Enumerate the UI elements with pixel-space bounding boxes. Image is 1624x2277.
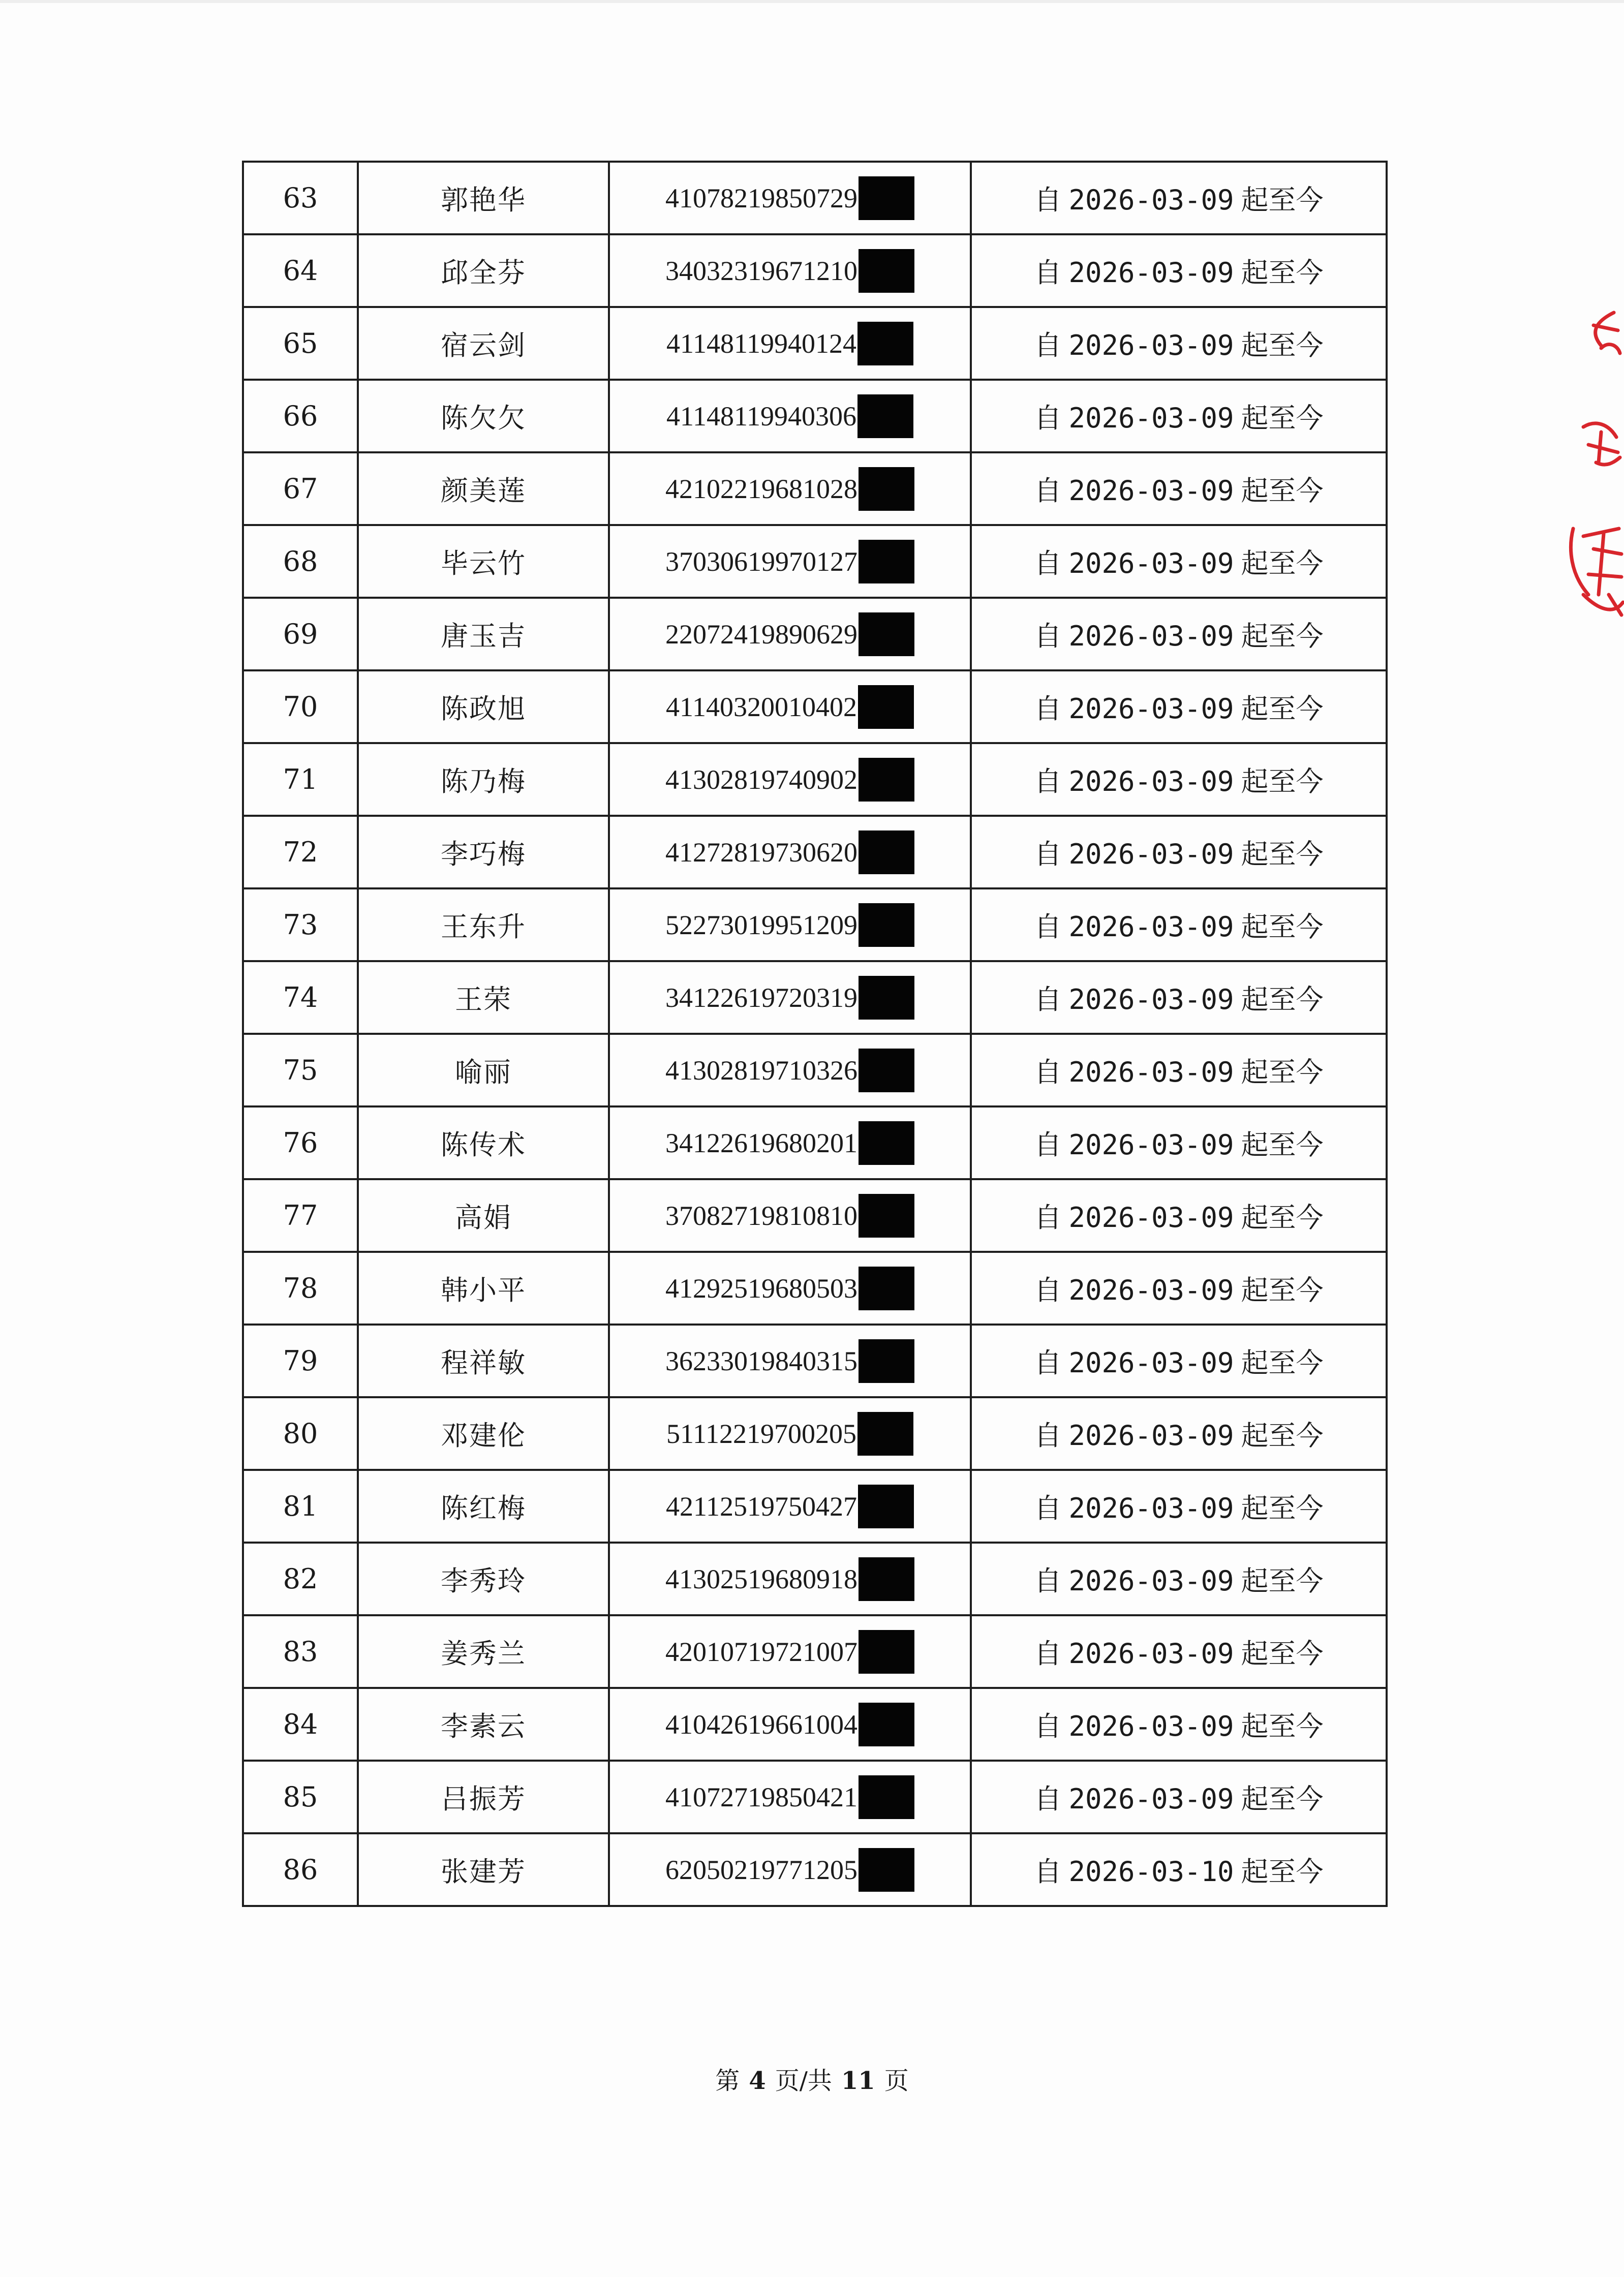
name-cell: 王东升 — [358, 888, 609, 961]
date-range-cell — [971, 1688, 1387, 1761]
start-date: 2026-03-09 — [1068, 1638, 1234, 1670]
date-suffix: 起至今 — [1241, 1783, 1324, 1815]
redaction-bar — [859, 1121, 914, 1165]
name-cell: 邱全芬 — [358, 234, 609, 307]
id-number — [665, 612, 914, 656]
table-row — [243, 234, 1387, 307]
id-number-cell — [609, 598, 971, 670]
id-number — [666, 322, 913, 365]
date-prefix: 自 — [1034, 765, 1062, 797]
name-cell: 毕云竹 — [358, 525, 609, 598]
start-date: 2026-03-09 — [1068, 1710, 1234, 1742]
table-row — [243, 598, 1387, 670]
id-number-visible-digits: 52273019951209 — [665, 909, 857, 940]
redaction-bar — [858, 685, 914, 729]
date-range-cell — [971, 1325, 1387, 1397]
table-row — [243, 743, 1387, 816]
date-suffix: 起至今 — [1241, 1638, 1324, 1670]
redaction-bar — [859, 976, 914, 1020]
id-number-visible-digits: 41148119940306 — [666, 401, 856, 432]
date-range-cell — [971, 1034, 1387, 1106]
date-prefix: 自 — [1034, 693, 1062, 725]
name-cell: 高娟 — [358, 1179, 609, 1252]
date-range-cell — [971, 816, 1387, 888]
redaction-bar — [858, 1485, 914, 1528]
start-date: 2026-03-09 — [1068, 1056, 1234, 1088]
start-date: 2026-03-09 — [1068, 1274, 1234, 1306]
table-row — [243, 452, 1387, 525]
id-number — [665, 1630, 914, 1674]
date-prefix: 自 — [1034, 620, 1062, 652]
date-prefix: 自 — [1034, 1129, 1062, 1161]
date-suffix: 起至今 — [1241, 257, 1324, 289]
start-date: 2026-03-09 — [1068, 911, 1234, 943]
page-total: 11 — [841, 2067, 875, 2095]
date-suffix: 起至今 — [1241, 1420, 1324, 1452]
id-number — [665, 1557, 914, 1601]
id-number — [665, 1339, 914, 1383]
table-row — [243, 307, 1387, 380]
id-number-visible-digits: 41302819740902 — [665, 764, 857, 795]
id-number-visible-digits: 37082719810810 — [665, 1200, 857, 1231]
id-number — [666, 394, 913, 438]
date-suffix: 起至今 — [1241, 475, 1324, 507]
date-suffix: 起至今 — [1241, 765, 1324, 797]
row-number-cell: 74 — [243, 961, 358, 1034]
id-number-cell — [609, 1470, 971, 1543]
row-number-cell: 64 — [243, 234, 358, 307]
start-date: 2026-03-09 — [1068, 1565, 1234, 1597]
start-date: 2026-03-09 — [1068, 765, 1234, 797]
table-row — [243, 1034, 1387, 1106]
date-range-cell — [971, 598, 1387, 670]
id-number — [666, 1412, 913, 1456]
page-edge — [0, 0, 1624, 3]
redaction-bar — [859, 540, 914, 583]
row-number-cell: 66 — [243, 380, 358, 452]
id-number-visible-digits: 34122619680201 — [665, 1127, 857, 1158]
id-number-cell — [609, 1325, 971, 1397]
table-row — [243, 1325, 1387, 1397]
id-number — [665, 976, 914, 1020]
name-cell: 张建芳 — [358, 1833, 609, 1906]
id-number-cell — [609, 380, 971, 452]
id-number — [665, 1267, 914, 1310]
start-date: 2026-03-09 — [1068, 838, 1234, 870]
date-prefix: 自 — [1034, 1856, 1062, 1888]
id-number-cell — [609, 452, 971, 525]
date-prefix: 自 — [1034, 184, 1062, 216]
date-prefix: 自 — [1034, 1783, 1062, 1815]
date-range-cell — [971, 162, 1387, 234]
date-range-cell — [971, 961, 1387, 1034]
id-number — [665, 1848, 914, 1892]
row-number-cell: 79 — [243, 1325, 358, 1397]
start-date: 2026-03-09 — [1068, 184, 1234, 216]
start-date: 2026-03-09 — [1068, 1420, 1234, 1452]
redaction-bar — [859, 1267, 914, 1310]
date-prefix: 自 — [1034, 1056, 1062, 1088]
id-number-visible-digits: 41272819730620 — [665, 837, 857, 868]
date-prefix: 自 — [1034, 1492, 1062, 1524]
roster-table — [242, 161, 1388, 1907]
redaction-bar — [859, 1557, 914, 1601]
date-prefix: 自 — [1034, 475, 1062, 507]
row-number-cell: 63 — [243, 162, 358, 234]
table-row — [243, 1543, 1387, 1615]
start-date: 2026-03-09 — [1068, 475, 1234, 507]
name-cell: 陈乃梅 — [358, 743, 609, 816]
redaction-bar — [859, 1630, 914, 1674]
name-cell: 程祥敏 — [358, 1325, 609, 1397]
table-row — [243, 1106, 1387, 1179]
row-number-cell: 70 — [243, 670, 358, 743]
date-suffix: 起至今 — [1241, 911, 1324, 943]
date-suffix: 起至今 — [1241, 1202, 1324, 1234]
id-number-cell — [609, 816, 971, 888]
date-prefix: 自 — [1034, 257, 1062, 289]
date-range-cell — [971, 1470, 1387, 1543]
date-suffix: 起至今 — [1241, 1274, 1324, 1306]
id-number-visible-digits: 41072719850421 — [665, 1781, 857, 1812]
id-number-cell — [609, 1543, 971, 1615]
row-number-cell: 83 — [243, 1615, 358, 1688]
table-row — [243, 1761, 1387, 1833]
name-cell: 王荣 — [358, 961, 609, 1034]
roster-table-body — [243, 162, 1387, 1906]
date-suffix: 起至今 — [1241, 1565, 1324, 1597]
id-number-cell — [609, 1106, 971, 1179]
row-number-cell: 65 — [243, 307, 358, 380]
start-date: 2026-03-09 — [1068, 402, 1234, 434]
row-number-cell: 72 — [243, 816, 358, 888]
table-row — [243, 888, 1387, 961]
row-number-cell: 69 — [243, 598, 358, 670]
redaction-bar — [859, 1848, 914, 1892]
page-prefix: 第 — [715, 2067, 740, 2095]
row-number-cell: 84 — [243, 1688, 358, 1761]
start-date: 2026-03-09 — [1068, 693, 1234, 725]
id-number-visible-digits: 41292519680503 — [665, 1273, 857, 1304]
date-range-cell — [971, 670, 1387, 743]
page-middle: 页/共 — [775, 2067, 832, 2095]
name-cell: 陈欠欠 — [358, 380, 609, 452]
date-prefix: 自 — [1034, 1638, 1062, 1670]
start-date: 2026-03-09 — [1068, 1783, 1234, 1815]
name-cell: 李秀玲 — [358, 1543, 609, 1615]
date-suffix: 起至今 — [1241, 1710, 1324, 1742]
id-number — [665, 249, 914, 293]
date-prefix: 自 — [1034, 1565, 1062, 1597]
redaction-bar — [859, 612, 914, 656]
id-number-visible-digits: 62050219771205 — [665, 1854, 857, 1885]
redaction-bar — [859, 830, 914, 874]
name-cell: 宿云剑 — [358, 307, 609, 380]
start-date: 2026-03-09 — [1068, 547, 1234, 579]
start-date: 2026-03-09 — [1068, 620, 1234, 652]
row-number-cell: 67 — [243, 452, 358, 525]
id-number-cell — [609, 525, 971, 598]
id-number — [665, 1121, 914, 1165]
id-number — [665, 1049, 914, 1092]
id-number-cell — [609, 888, 971, 961]
date-suffix: 起至今 — [1241, 1347, 1324, 1379]
date-suffix: 起至今 — [1241, 1056, 1324, 1088]
name-cell: 姜秀兰 — [358, 1615, 609, 1688]
date-suffix: 起至今 — [1241, 838, 1324, 870]
name-cell: 陈红梅 — [358, 1470, 609, 1543]
table-row — [243, 1615, 1387, 1688]
redaction-bar — [859, 176, 914, 220]
id-number-cell — [609, 1252, 971, 1325]
date-range-cell — [971, 1179, 1387, 1252]
date-prefix: 自 — [1034, 983, 1062, 1016]
id-number-visible-digits: 41302519680918 — [665, 1563, 857, 1594]
date-suffix: 起至今 — [1241, 693, 1324, 725]
name-cell: 李素云 — [358, 1688, 609, 1761]
id-number-cell — [609, 1615, 971, 1688]
redaction-bar — [859, 467, 914, 511]
date-prefix: 自 — [1034, 547, 1062, 579]
date-range-cell — [971, 1833, 1387, 1906]
name-cell: 唐玉吉 — [358, 598, 609, 670]
id-number-visible-digits: 41042619661004 — [665, 1709, 857, 1740]
redaction-bar — [859, 1194, 914, 1238]
start-date: 2026-03-09 — [1068, 329, 1234, 361]
date-range-cell — [971, 234, 1387, 307]
date-prefix: 自 — [1034, 1347, 1062, 1379]
date-range-cell — [971, 307, 1387, 380]
id-number — [665, 540, 914, 583]
start-date: 2026-03-09 — [1068, 983, 1234, 1016]
date-range-cell — [971, 525, 1387, 598]
table-row — [243, 961, 1387, 1034]
id-number — [665, 758, 914, 802]
row-number-cell: 78 — [243, 1252, 358, 1325]
id-number — [665, 1194, 914, 1238]
date-range-cell — [971, 452, 1387, 525]
page-current: 4 — [749, 2067, 766, 2095]
id-number — [666, 685, 914, 729]
table-row — [243, 670, 1387, 743]
id-number-cell — [609, 1397, 971, 1470]
id-number — [665, 903, 914, 947]
name-cell: 邓建伦 — [358, 1397, 609, 1470]
name-cell: 郭艳华 — [358, 162, 609, 234]
start-date: 2026-03-09 — [1068, 1347, 1234, 1379]
date-suffix: 起至今 — [1241, 184, 1324, 216]
date-prefix: 自 — [1034, 329, 1062, 361]
start-date: 2026-03-09 — [1068, 1492, 1234, 1524]
redaction-bar — [859, 1703, 914, 1746]
date-range-cell — [971, 1761, 1387, 1833]
name-cell: 李巧梅 — [358, 816, 609, 888]
date-prefix: 自 — [1034, 911, 1062, 943]
date-range-cell — [971, 1543, 1387, 1615]
id-number — [665, 830, 914, 874]
redaction-bar — [857, 322, 913, 365]
redaction-bar — [859, 1049, 914, 1092]
id-number — [666, 1485, 914, 1528]
id-number-visible-digits: 34122619720319 — [665, 982, 857, 1013]
id-number-cell — [609, 307, 971, 380]
id-number-visible-digits: 36233019840315 — [665, 1345, 857, 1376]
id-number-visible-digits: 42112519750427 — [666, 1491, 857, 1522]
name-cell: 喻丽 — [358, 1034, 609, 1106]
id-number-visible-digits: 34032319671210 — [665, 255, 857, 286]
id-number-cell — [609, 1688, 971, 1761]
date-prefix: 自 — [1034, 1202, 1062, 1234]
id-number-visible-digits: 41140320010402 — [666, 691, 857, 722]
redaction-bar — [859, 1339, 914, 1383]
date-range-cell — [971, 1615, 1387, 1688]
page-suffix: 页 — [884, 2067, 909, 2095]
table-row — [243, 1833, 1387, 1906]
id-number-cell — [609, 743, 971, 816]
id-number-visible-digits: 41302819710326 — [665, 1055, 857, 1086]
date-suffix: 起至今 — [1241, 402, 1324, 434]
table-row — [243, 1179, 1387, 1252]
start-date: 2026-03-10 — [1068, 1856, 1234, 1888]
row-number-cell: 73 — [243, 888, 358, 961]
date-suffix: 起至今 — [1241, 329, 1324, 361]
row-number-cell: 80 — [243, 1397, 358, 1470]
id-number-cell — [609, 162, 971, 234]
table-row — [243, 1252, 1387, 1325]
table-row — [243, 162, 1387, 234]
id-number-visible-digits: 41078219850729 — [665, 182, 857, 213]
id-number-visible-digits: 51112219700205 — [666, 1418, 856, 1449]
name-cell: 颜美莲 — [358, 452, 609, 525]
red-seal-stamp-fragment — [1553, 310, 1624, 635]
date-range-cell — [971, 1397, 1387, 1470]
id-number-cell — [609, 1034, 971, 1106]
id-number-visible-digits: 22072419890629 — [665, 619, 857, 650]
table-row — [243, 525, 1387, 598]
table-row — [243, 1470, 1387, 1543]
table-row — [243, 380, 1387, 452]
date-suffix: 起至今 — [1241, 1129, 1324, 1161]
date-range-cell — [971, 743, 1387, 816]
name-cell: 陈传术 — [358, 1106, 609, 1179]
table-row — [243, 1397, 1387, 1470]
redaction-bar — [859, 249, 914, 293]
name-cell: 陈政旭 — [358, 670, 609, 743]
row-number-cell: 81 — [243, 1470, 358, 1543]
id-number-cell — [609, 1179, 971, 1252]
id-number-visible-digits: 37030619970127 — [665, 546, 857, 577]
date-prefix: 自 — [1034, 1710, 1062, 1742]
date-range-cell — [971, 888, 1387, 961]
date-range-cell — [971, 1252, 1387, 1325]
date-prefix: 自 — [1034, 1420, 1062, 1452]
redaction-bar — [859, 1775, 914, 1819]
date-suffix: 起至今 — [1241, 1856, 1324, 1888]
id-number — [665, 1703, 914, 1746]
row-number-cell: 77 — [243, 1179, 358, 1252]
id-number-cell — [609, 670, 971, 743]
id-number-visible-digits: 42102219681028 — [665, 473, 857, 504]
table-row — [243, 816, 1387, 888]
row-number-cell: 71 — [243, 743, 358, 816]
date-range-cell — [971, 1106, 1387, 1179]
date-prefix: 自 — [1034, 838, 1062, 870]
date-range-cell — [971, 380, 1387, 452]
id-number — [665, 1775, 914, 1819]
table-row — [243, 1688, 1387, 1761]
id-number-cell — [609, 1761, 971, 1833]
id-number-cell — [609, 234, 971, 307]
id-number-cell — [609, 1833, 971, 1906]
page-number-footer — [0, 2061, 1624, 2096]
row-number-cell: 75 — [243, 1034, 358, 1106]
start-date: 2026-03-09 — [1068, 257, 1234, 289]
date-prefix: 自 — [1034, 402, 1062, 434]
name-cell: 吕振芳 — [358, 1761, 609, 1833]
date-prefix: 自 — [1034, 1274, 1062, 1306]
date-suffix: 起至今 — [1241, 1492, 1324, 1524]
date-suffix: 起至今 — [1241, 547, 1324, 579]
id-number — [665, 467, 914, 511]
id-number-visible-digits: 41148119940124 — [666, 328, 856, 359]
redaction-bar — [857, 394, 913, 438]
start-date: 2026-03-09 — [1068, 1129, 1234, 1161]
date-suffix: 起至今 — [1241, 620, 1324, 652]
row-number-cell: 85 — [243, 1761, 358, 1833]
name-cell: 韩小平 — [358, 1252, 609, 1325]
redaction-bar — [859, 758, 914, 802]
redaction-bar — [857, 1412, 913, 1456]
id-number — [665, 176, 914, 220]
id-number-visible-digits: 42010719721007 — [665, 1636, 857, 1667]
row-number-cell: 86 — [243, 1833, 358, 1906]
row-number-cell: 76 — [243, 1106, 358, 1179]
id-number-cell — [609, 961, 971, 1034]
redaction-bar — [859, 903, 914, 947]
start-date: 2026-03-09 — [1068, 1202, 1234, 1234]
row-number-cell: 68 — [243, 525, 358, 598]
row-number-cell: 82 — [243, 1543, 358, 1615]
date-suffix: 起至今 — [1241, 983, 1324, 1016]
